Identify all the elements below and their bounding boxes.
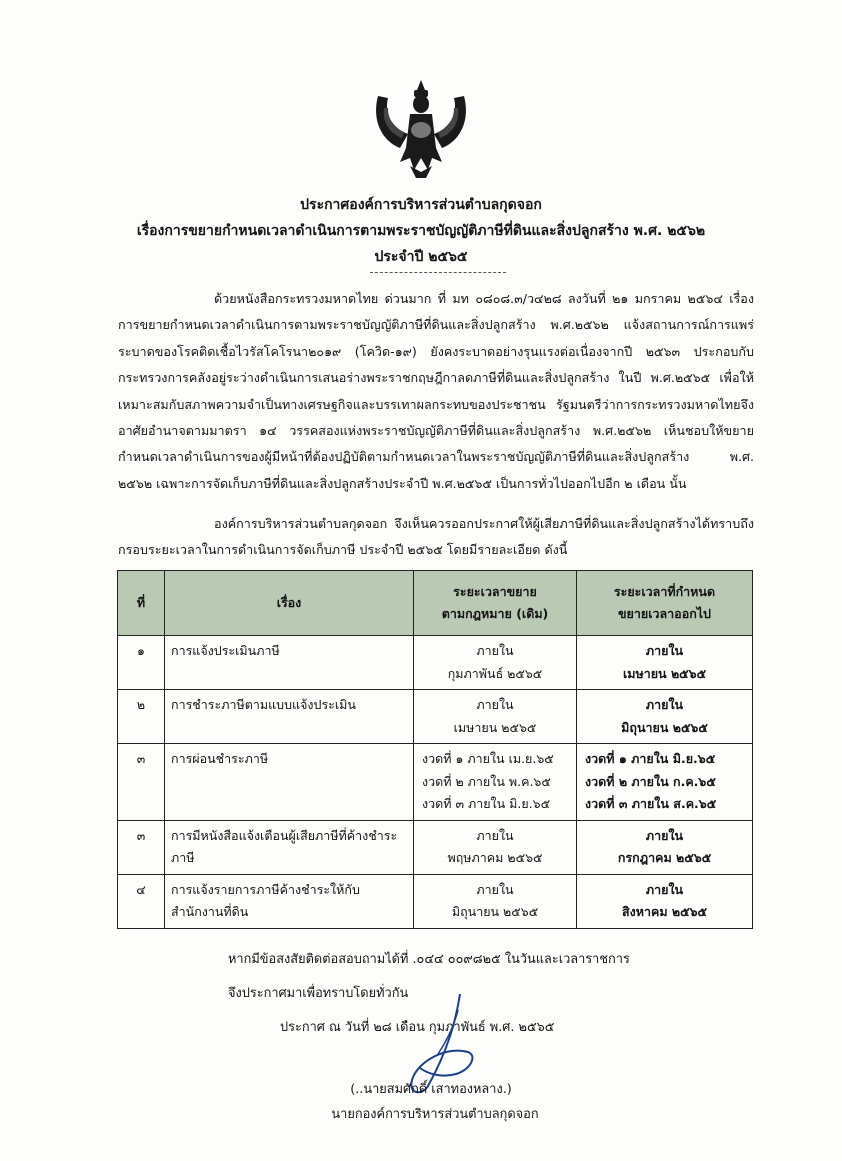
- schedule-table: [117, 570, 753, 929]
- row-extended-line: งวดที่ ๒ ภายใน ก.ค.๖๕: [585, 773, 716, 789]
- row-extended-line: เมษายน ๒๕๖๕: [622, 665, 707, 681]
- row-extended-line: สิงหาคม ๒๕๖๕: [621, 904, 708, 919]
- header-original: [414, 571, 577, 636]
- header-extended-line1: ระยะเวลาที่กำหนด: [613, 584, 716, 599]
- row-extended-line: กรกฎาคม ๒๕๖๕: [617, 850, 712, 865]
- page-year: ประจำปี ๒๕๖๕: [374, 249, 468, 265]
- row-extended-line: ภายใน: [645, 643, 684, 658]
- row-extended-line: งวดที่ ๑ ภายใน มิ.ย.๖๕: [585, 751, 716, 766]
- header-extended-line2: ขยายเวลาออกไป: [618, 606, 711, 621]
- row-original: [414, 820, 577, 874]
- header-topic: เรื่อง: [165, 571, 414, 636]
- row-topic: การชำระภาษีตามแบบแจ้งประเมิน: [165, 690, 414, 744]
- header-no: ที่: [118, 571, 165, 636]
- row-original: [414, 636, 577, 690]
- body-paragraph-1: ด้วยหนังสือกระทรวงมหาดไทย ด่วนมาก ที่ มท ๐๘๐๘.๓/ว๔๒๘ ลงวันที่ ๒๑ มกราคม ๒๕๖๔ เรื่อง การขยายกำหนดเวลาดำเนินการตามพระราชบัญญัติภาษีที่ดินและสิ่งปลูกสร้าง พ.ศ.๒๕๖๒ แจ้งสถานการณ์การแพร่ระบาดของโรคติดเชื้อไวรัสโคโรนา๒๐๑๙ (โควิด-๑๙) ยังคงระบาดอย่างรุนแรงต่อเนื่องจากปี ๒๕๖๓ ประกอบกับกระทรวงการคลังอยู่ระว่างดำเนินการเสนอร่างพระราชกฤษฎีกาลดภาษีที่ดินและสิ่งปลูกสร้าง ในปี พ.ศ.๒๕๖๕ เพื่อให้เหมาะสมกับสภาพความจำเป็นทางเศรษฐกิจและบรรเทาผลกระทบของประชาชน รัฐมนตรีว่าการกระทรวงมหาดไทยจึงอาศัยอำนาจตามมาตรา ๑๔ วรรคสองแห่งพระราชบัญญัติภาษีที่ดินและสิ่งปลูกสร้าง พ.ศ.๒๕๖๒ เห็นชอบให้ขยายกำหนดเวลาดำเนินการของผู้มีหน้าที่ต้องปฏิบัติตามกำหนดเวลาในพระราชบัญญัติภาษีที่ดินและสิ่งปลูกสร้าง พ.ศ. ๒๕๖๒ เฉพาะการจัดเก็บภาษีที่ดินและสิ่งปลูกสร้างประจำปี พ.ศ.๒๕๖๕ เป็นการทั่วไปออกไปอีก ๒ เดือน นั้น: [118, 291, 754, 491]
- row-original: [414, 744, 577, 821]
- row-original-line: ภายใน: [476, 643, 514, 658]
- row-original-line: ภายใน: [476, 697, 514, 712]
- page-subject: เรื่องการขยายกำหนดเวลาดำเนินการตามพระราชบัญญัติภาษีที่ดินและสิ่งปลูกสร้าง พ.ศ. ๒๕๖๒: [136, 223, 706, 239]
- garuda-emblem-icon: [370, 78, 472, 183]
- row-extended: [577, 820, 753, 874]
- table-row: [118, 690, 753, 744]
- signer-title: นายกองค์การบริหารส่วนตำบลกุดจอก: [331, 1107, 539, 1122]
- row-extended-line: มิถุนายน ๒๕๖๕: [621, 719, 708, 735]
- row-original-line: เมษายน ๒๕๖๕: [453, 719, 537, 735]
- row-topic: การแจ้งประเมินภาษี: [165, 636, 414, 690]
- table-row: [118, 874, 753, 928]
- row-extended: [577, 874, 753, 928]
- signer-name: (..นายสมศักดิ์ เสาทองหลาง.): [350, 1082, 512, 1097]
- row-topic: การผ่อนชำระภาษี: [165, 744, 414, 821]
- row-original-line: งวดที่ ๓ ภายใน มิ.ย.๖๕: [422, 796, 551, 811]
- header-original-line2: ตามกฎหมาย (เดิม): [441, 606, 549, 621]
- table-row: [118, 636, 753, 690]
- table-header-row: [118, 571, 753, 636]
- row-topic: การมีหนังสือแจ้งเตือนผู้เสียภาษีที่ค้างชำระภาษี: [165, 820, 414, 874]
- page-title: ประกาศองค์การบริหารส่วนตำบลกุดจอก: [300, 197, 542, 213]
- title-divider: [370, 272, 506, 273]
- row-original-line: ภายใน: [476, 827, 514, 843]
- table-row: [118, 820, 753, 874]
- row-number: ๑: [118, 636, 165, 690]
- row-extended: [577, 744, 753, 821]
- row-number: ๓: [118, 820, 165, 874]
- announce-line: จึงประกาศมาเพื่อทราบโดยทั่วกัน: [228, 986, 409, 1001]
- row-number: ๒: [118, 690, 165, 744]
- header-extended: [577, 571, 753, 636]
- row-extended: [577, 636, 753, 690]
- header-original-line1: ระยะเวลาขยาย: [453, 584, 537, 599]
- row-original: [414, 874, 577, 928]
- row-extended: [577, 690, 753, 744]
- row-original-line: มิถุนายน ๒๕๖๕: [451, 904, 539, 919]
- table-row: [118, 744, 753, 821]
- row-extended-line: งวดที่ ๓ ภายใน ส.ค.๖๕: [585, 796, 717, 811]
- row-original-line: พฤษภาคม ๒๕๖๕: [447, 850, 543, 865]
- contact-line: หากมีข้อสงสัยติดต่อสอบถามได้ที่ .๐๔๔ ๐๐๙๘๒๕ ในวันและเวลาราชการ: [228, 952, 630, 967]
- row-original-line: กุมภาพันธ์ ๒๕๖๕: [447, 665, 543, 681]
- row-number: ๓: [118, 744, 165, 821]
- row-original: [414, 690, 577, 744]
- row-topic: การแจ้งรายการภาษีค้างชำระให้กับสำนักงานที่ดิน: [165, 874, 414, 928]
- row-original-line: ภายใน: [476, 881, 514, 897]
- body-paragraph-2: องค์การบริหารส่วนตำบลกุดจอก จึงเห็นควรออกประกาศให้ผู้เสียภาษีที่ดินและสิ่งปลูกสร้างได้ทราบถึงกรอบระยะเวลาในการดำเนินการจัดเก็บภาษี ประจำปี ๒๕๖๕ โดยมีรายละเอียด ดังนี้: [118, 516, 754, 558]
- row-extended-line: ภายใน: [645, 881, 684, 897]
- row-extended-line: ภายใน: [645, 697, 684, 712]
- row-original-line: งวดที่ ๑ ภายใน เม.ย.๖๕: [422, 751, 554, 766]
- row-original-line: งวดที่ ๒ ภายใน พ.ค.๖๕: [422, 773, 551, 789]
- date-line: ประกาศ ณ วันที่ ๒๘ เดือน กุมภาพันธ์ พ.ศ. ๒๕๖๕: [280, 1020, 555, 1035]
- row-number: ๔: [118, 874, 165, 928]
- row-extended-line: ภายใน: [645, 827, 684, 843]
